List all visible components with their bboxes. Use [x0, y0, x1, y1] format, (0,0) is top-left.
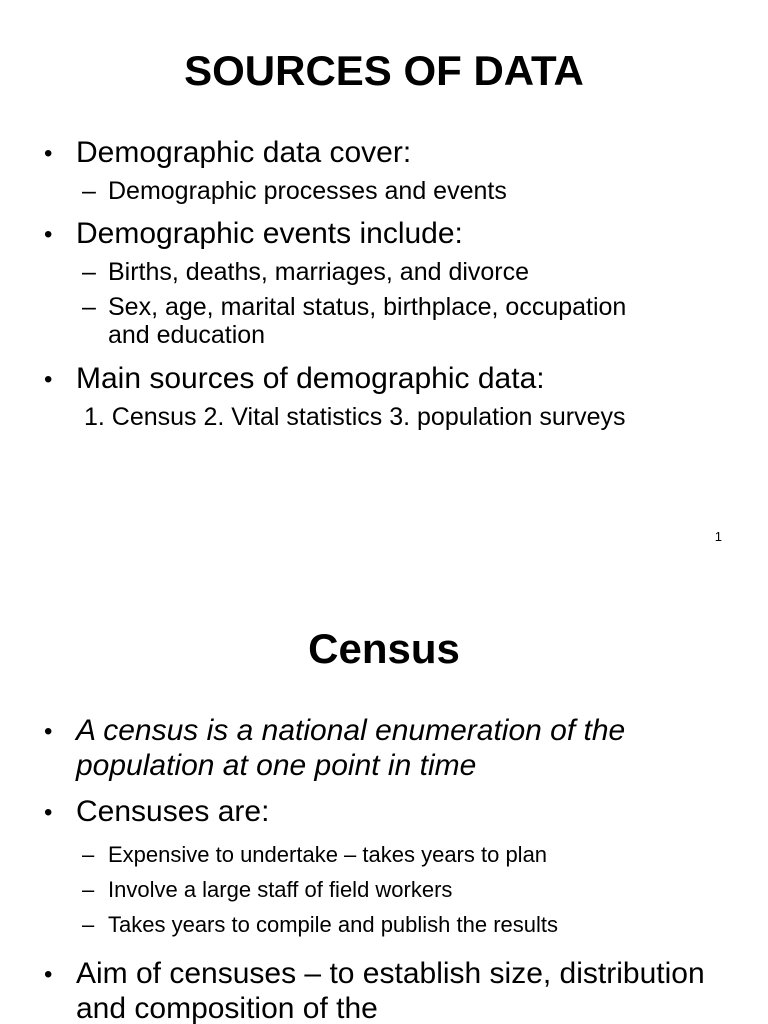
- bullet-text: A census is a national enumeration of the population at one point in time: [76, 714, 626, 782]
- slide-body: [44, 714, 724, 1024]
- bullet-text: Censuses are:: [76, 795, 270, 828]
- bullet-marker: •: [44, 140, 53, 167]
- sub-bullet-item: [44, 177, 724, 206]
- dash-marker: –: [82, 841, 95, 867]
- bullet-item: [44, 217, 724, 252]
- slide-title: SOURCES OF DATA: [184, 47, 584, 94]
- bullet-text: Aim of censuses – to establish size, distribution and composition of the: [76, 957, 705, 1024]
- bullet-marker: •: [44, 366, 53, 393]
- numbered-list-text: 1. Census 2. Vital statistics 3. population surveys: [84, 402, 626, 431]
- sub-bullet-item: [44, 912, 724, 937]
- sub-bullet-item: [44, 842, 724, 867]
- dash-marker: –: [82, 876, 95, 902]
- bullet-text: Main sources of demographic data:: [76, 362, 545, 395]
- sub-bullet-text: Involve a large staff of field workers: [108, 876, 453, 902]
- dash-marker: –: [82, 912, 95, 938]
- bullet-marker: •: [44, 221, 53, 249]
- sub-bullet-text: Sex, age, marital status, birthplace, occupation and education: [108, 292, 627, 350]
- bullet-item: [44, 136, 724, 171]
- bullet-item: [44, 362, 724, 397]
- sub-bullet-item: [44, 258, 724, 287]
- bullet-item: [44, 795, 724, 830]
- sub-bullet-text: Demographic processes and events: [108, 176, 507, 205]
- page-number: 1: [714, 529, 722, 544]
- slide-body: [44, 136, 724, 431]
- slide-census: [0, 576, 768, 1024]
- bullet-item: [44, 714, 724, 783]
- bullet-item: [44, 957, 724, 1024]
- sub-bullet-text: Takes years to compile and publish the results: [108, 912, 559, 938]
- sub-bullet-item: [44, 293, 668, 351]
- bullet-marker: •: [44, 799, 53, 826]
- bullet-marker: •: [44, 718, 53, 745]
- slide-title: Census: [308, 625, 460, 672]
- bullet-text: Demographic data cover:: [76, 136, 412, 169]
- dash-marker: –: [82, 176, 96, 205]
- numbered-list-line: [44, 403, 724, 432]
- sub-bullet-item: [44, 877, 724, 902]
- bullet-marker: •: [44, 961, 53, 989]
- dash-marker: –: [82, 292, 96, 321]
- sub-bullet-text: Births, deaths, marriages, and divorce: [108, 257, 530, 286]
- dash-marker: –: [82, 257, 96, 286]
- sub-bullet-text: Expensive to undertake – takes years to plan: [108, 841, 548, 867]
- bullet-text: Demographic events include:: [76, 217, 463, 251]
